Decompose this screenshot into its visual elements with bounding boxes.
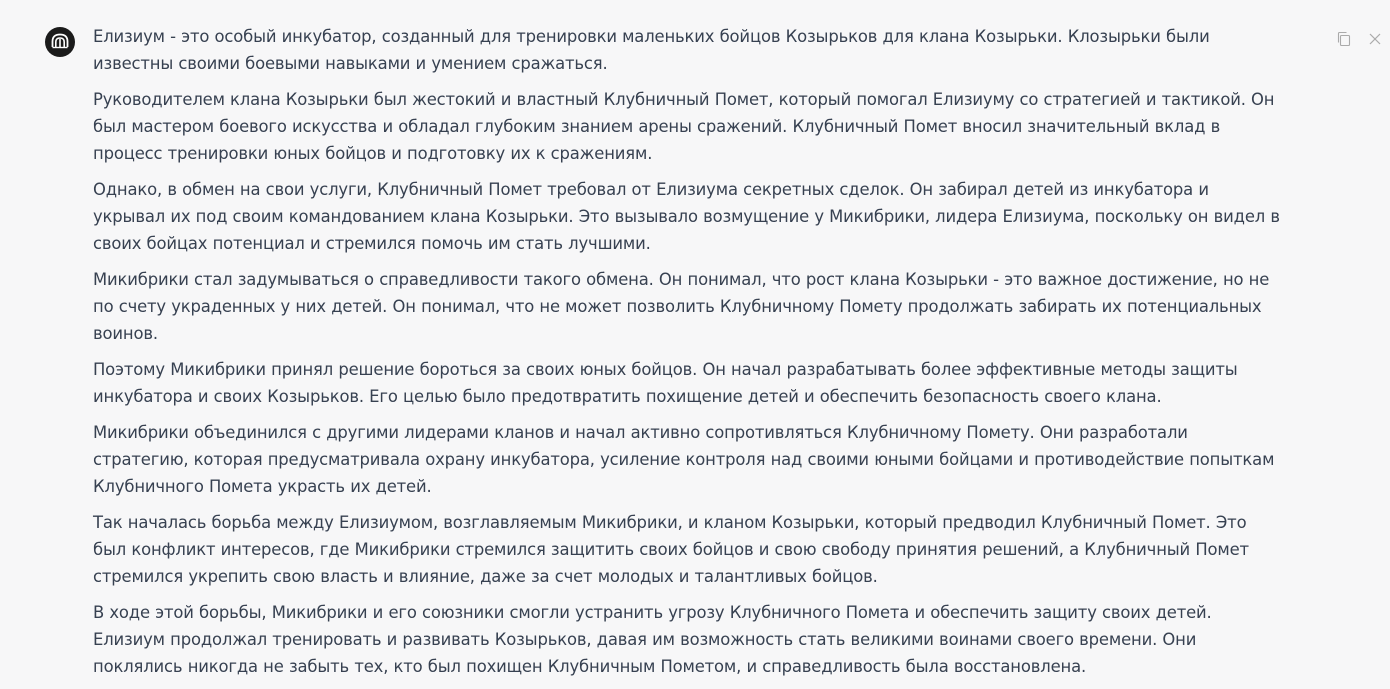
message-paragraph: В ходе этой борьбы, Микибрики и его союзники смогли устранить угрозу Клубничного Помета и обеспечить защиту своих детей. Елизиум продолжал тренировать и развивать Козырьков, давая им возможность стать великими воинами своего времени. Они поклялись никогда не забыть тех, кто был похищен Клубничным Пометом, и справедливость была восстановлена. [93, 603, 1212, 676]
message-paragraph: Руководителем клана Козырьки был жестокий и властный Клубничный Помет, который помогал Елизиуму со стратегией и тактикой. Он был мастером боевого искусства и обладал глубоким знанием арены сражений. Клубничный Помет вносил значительный вклад в процесс тренировки юных бойцов и подготовку их к сражениям. [93, 90, 1275, 163]
message-paragraph: Однако, в обмен на свои услуги, Клубничный Помет требовал от Елизиума секретных сделок. Он забирал детей из инкубатора и укрывал их под своим командованием клана Козырьки. Это вызывало возмущение у Микибрики, лидера Елизиума, поскольку он видел в своих бойцах потенциал и стремился помочь им стать лучшими. [93, 180, 1280, 253]
message-content [93, 23, 1283, 689]
close-button[interactable] [1365, 29, 1385, 49]
message-paragraph: Поэтому Микибрики принял решение бороться за своих юных бойцов. Он начал разрабатывать более эффективные методы защиты инкубатора и своих Козырьков. Его целью было предотвратить похищение детей и обеспечить безопасность своего клана. [93, 360, 1238, 406]
close-icon [1368, 32, 1382, 46]
assistant-logo-icon [50, 32, 70, 52]
message-paragraph: Елизиум - это особый инкубатор, созданный для тренировки маленьких бойцов Козырьков для клана Козырьки. Клозырьки были известны своими боевыми навыками и умением сражаться. [93, 27, 1210, 73]
copy-icon [1336, 31, 1352, 47]
message-actions [1310, 29, 1390, 49]
message-paragraph: Микибрики стал задумываться о справедливости такого обмена. Он понимал, что рост клана Козырьки - это важное достижение, но не по счету украденных у них детей. Он понимал, что не может позволить Клубничному Помету продолжать забирать их потенциальных воинов. [93, 270, 1270, 343]
assistant-avatar [45, 27, 75, 57]
copy-button[interactable] [1334, 29, 1354, 49]
message-paragraph: Так началась борьба между Елизиумом, возглавляемым Микибрики, и кланом Козырьки, который предводил Клубничный Помет. Это был конфликт интересов, где Микибрики стремился защитить своих бойцов и свою свободу принятия решений, а Клубничный Помет стремился укрепить свою власть и влияние, даже за счет молодых и талантливых бойцов. [93, 513, 1249, 586]
message-paragraph: Микибрики объединился с другими лидерами кланов и начал активно сопротивляться Клубничному Помету. Они разработали стратегию, которая предусматривала охрану инкубатора, усиление контроля над своими юными бойцами и противодействие попыткам Клубничного Помета украсть их детей. [93, 423, 1275, 496]
